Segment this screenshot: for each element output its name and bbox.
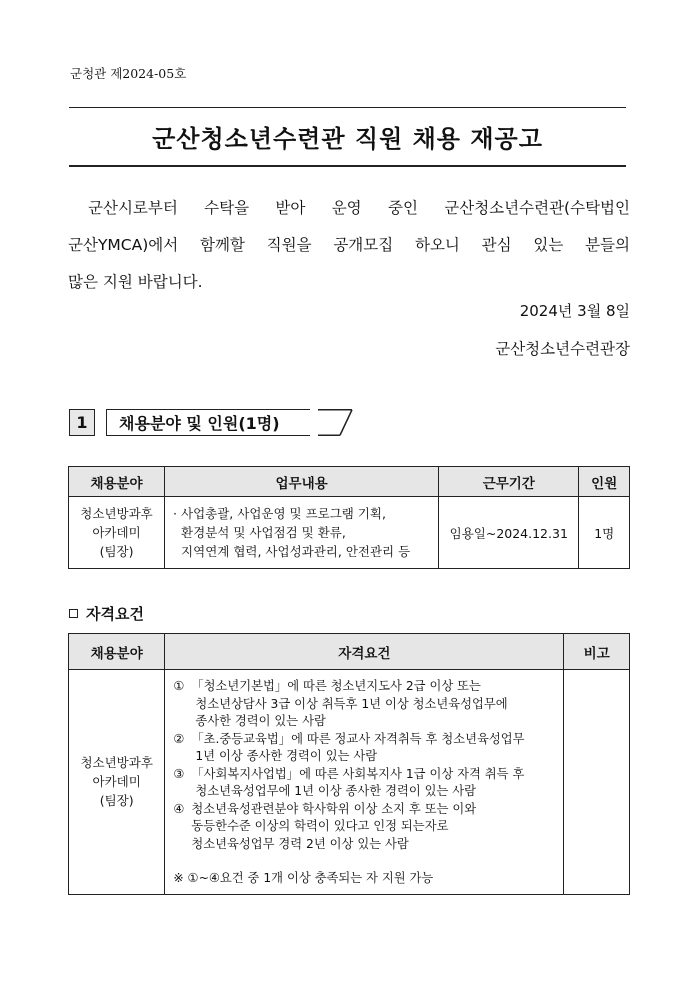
qualification-line: 청소년육성관련분야 학사학위 이상 소지 후 또는 이와 <box>191 801 477 816</box>
qualification-line: 청소년상담사 3급 이상 취득후 1년 이상 청소년육성업무에 <box>195 696 508 711</box>
signer: 군산청소년수련관장 <box>495 340 630 358</box>
section-slash-decoration <box>318 409 358 436</box>
qualification-line: 「사회복지사업법」에 따른 사회복지사 1급 이상 자격 취득 후 <box>191 766 525 781</box>
header-field: 채용분야 <box>69 634 165 670</box>
section-title: 채용분야 및 인원(1명) <box>106 409 310 436</box>
intro-line: 군산YMCA)에서 함께할 직원을 공개모집 하오니 관심 있는 분들의 <box>68 236 630 254</box>
field-cell <box>69 670 165 895</box>
field-line: (팀장) <box>99 544 134 559</box>
field-line: 아카데미 <box>92 525 141 540</box>
qualifications-heading-label: 자격요건 <box>86 605 144 623</box>
qualifications-table <box>68 633 630 895</box>
intro-paragraph <box>68 190 630 301</box>
header-duties: 업무내용 <box>165 467 439 497</box>
announcement-date: 2024년 3월 8일 <box>519 302 630 320</box>
header-remark: 비고 <box>564 634 630 670</box>
header-count: 인원 <box>579 467 630 497</box>
qualification-line: 동등한수준 이상의 학력이 있다고 인정 되는자로 <box>191 819 449 833</box>
header-qualifications: 자격요건 <box>165 634 564 670</box>
field-line: (팀장) <box>99 793 134 809</box>
header-period: 근무기간 <box>439 467 579 497</box>
duties-cell <box>165 497 439 569</box>
header-field: 채용분야 <box>69 467 165 497</box>
document-number: 군청관 제2024-05호 <box>70 66 187 81</box>
qualification-note: ※ ①~④요건 중 1개 이상 충족되는 자 지원 가능 <box>173 871 434 885</box>
qualification-item <box>173 801 557 854</box>
qualification-line: 「청소년기본법」에 따른 청소년지도사 2급 이상 또는 <box>191 679 481 693</box>
qualification-item <box>173 678 557 731</box>
intro-line: 군산시로부터 수탁을 받아 운영 중인 군산청소년수련관(수탁법인 <box>88 199 630 217</box>
intro-line: 많은 지원 바랍니다. <box>68 273 203 291</box>
count-cell: 1명 <box>579 497 630 569</box>
period-cell: 임용일~2024.12.31 <box>439 497 579 569</box>
qualification-line: 청소년육성업무에 1년 이상 종사한 경력이 있는 사람 <box>195 784 477 798</box>
qualification-line: 청소년육성업무 경력 2년 이상 있는 사람 <box>191 836 409 851</box>
qualification-item <box>173 731 557 766</box>
duty-line: · 사업총괄, 사업운영 및 프로그램 기획, <box>173 506 386 521</box>
qualification-line: 「초.중등교육법」에 따른 정교사 자격취득 후 청소년육성업무 <box>191 731 525 746</box>
qualification-item <box>173 766 557 801</box>
qualification-line: 종사한 경력이 있는 사람 <box>195 714 326 728</box>
duty-line: 환경분석 및 사업점검 및 환류, <box>181 525 346 540</box>
qualification-number: ① <box>173 679 185 693</box>
duty-line: 지역연계 협력, 사업성과관리, 안전관리 등 <box>181 544 411 559</box>
qualification-line: 1년 이상 종사한 경력이 있는 사람 <box>195 749 378 763</box>
remark-cell <box>564 670 630 895</box>
qualification-number: ④ <box>173 801 185 816</box>
square-bullet-icon <box>69 609 78 618</box>
field-line: 아카데미 <box>92 774 141 790</box>
page-title: 군산청소년수련관 직원 채용 재공고 <box>69 107 626 167</box>
qualification-number: ② <box>173 731 185 746</box>
qualifications-cell <box>165 670 564 895</box>
section-number: 1 <box>69 409 95 436</box>
field-line: 청소년방과후 <box>80 755 153 771</box>
field-cell <box>69 497 165 569</box>
field-line: 청소년방과후 <box>80 506 153 521</box>
positions-table <box>68 466 630 569</box>
qualifications-heading <box>69 603 144 624</box>
qualification-number: ③ <box>173 766 185 781</box>
